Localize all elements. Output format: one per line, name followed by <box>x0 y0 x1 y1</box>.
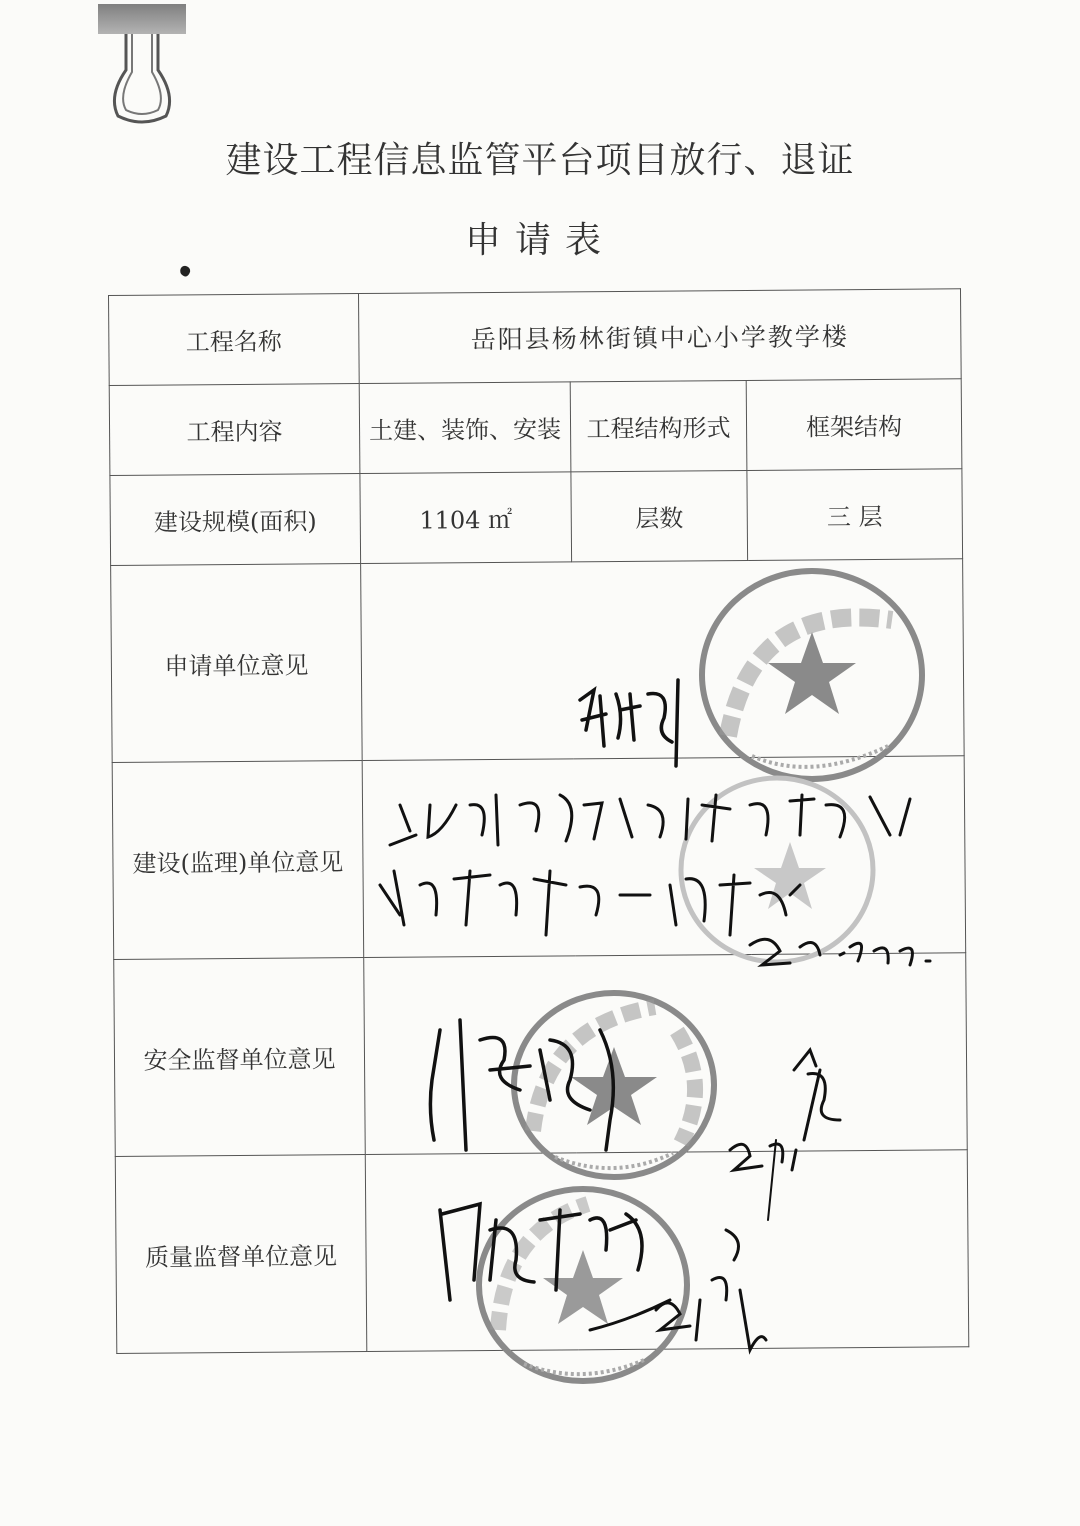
company-seal-icon <box>692 560 932 790</box>
label-quality-opinion: 质量监督单位意见 <box>115 1155 367 1354</box>
document-title: 建设工程信息监管平台项目放行、退证 <box>225 140 855 181</box>
binder-clip-icon <box>96 0 188 130</box>
value-project-name: 岳阳县杨林街镇中心小学教学楼 <box>358 289 961 384</box>
row-project-content <box>109 379 962 476</box>
value-project-content: 土建、装饰、安装 <box>359 382 571 474</box>
document-subtitle: 申请表 <box>464 220 615 261</box>
label-supervisor-opinion: 建设(监理)单位意见 <box>112 761 364 960</box>
label-project-content: 工程内容 <box>109 384 360 476</box>
label-project-name: 工程名称 <box>109 294 360 386</box>
value-floors: 三 层 <box>747 469 963 561</box>
row-scale <box>110 469 963 566</box>
value-structure-type: 框架结构 <box>746 379 962 471</box>
row-project-name <box>109 289 962 386</box>
label-applicant-opinion: 申请单位意见 <box>111 564 363 763</box>
quality-seal-icon <box>468 1180 698 1390</box>
label-floors: 层数 <box>571 470 748 561</box>
ink-dot <box>178 264 192 278</box>
label-safety-opinion: 安全监督单位意见 <box>114 958 366 1157</box>
value-area: 1104 ㎡ <box>360 472 572 564</box>
label-scale: 建设规模(面积) <box>110 474 361 566</box>
label-structure-type: 工程结构形式 <box>570 380 747 471</box>
supervisor-seal-icon <box>672 770 882 970</box>
management-seal-icon <box>505 985 723 1185</box>
